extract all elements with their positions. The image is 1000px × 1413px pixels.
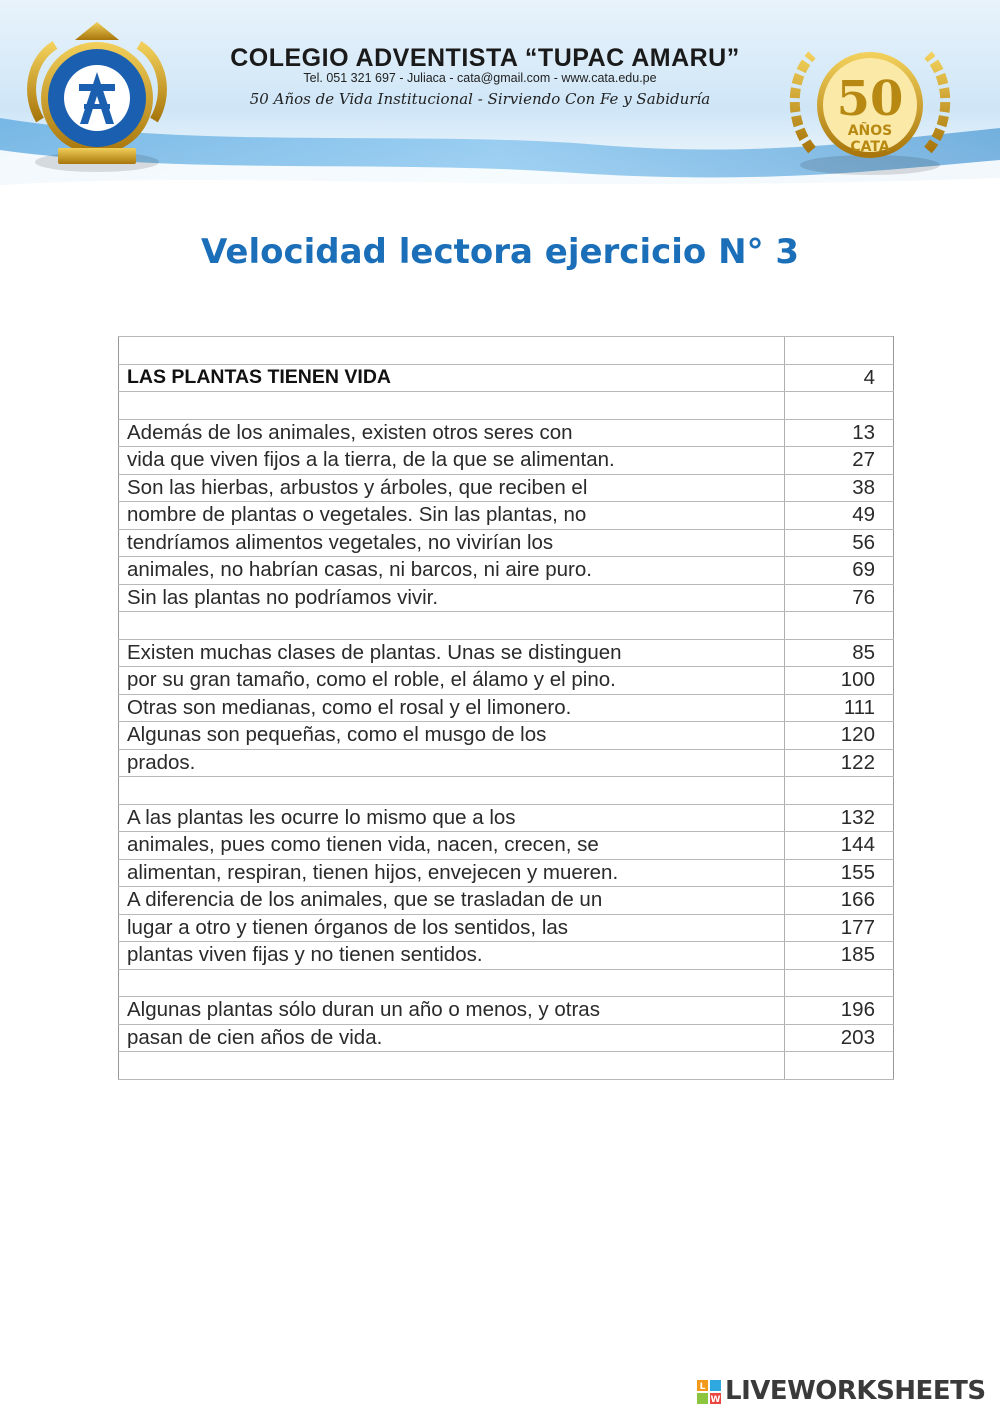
reading-line-text: Además de los animales, existen otros seres con <box>119 419 785 447</box>
word-count-cell: 27 <box>785 447 894 475</box>
reading-line-row <box>119 804 894 832</box>
reading-line-text: plantas viven fijas y no tienen sentidos. <box>119 942 785 970</box>
logo-letter-l: L <box>699 1382 706 1392</box>
reading-line-text <box>119 337 785 365</box>
blank-row <box>119 969 894 997</box>
reading-line-row <box>119 667 894 695</box>
reading-line-text: prados. <box>119 749 785 777</box>
reading-line-text: alimentan, respiran, tienen hijos, envejecen y mueren. <box>119 859 785 887</box>
word-count-cell: 56 <box>785 529 894 557</box>
reading-line-row <box>119 1024 894 1052</box>
reading-line-text: Sin las plantas no podríamos vivir. <box>119 584 785 612</box>
blank-row <box>119 612 894 640</box>
reading-line-row <box>119 557 894 585</box>
reading-line-row <box>119 749 894 777</box>
word-count-cell <box>785 777 894 805</box>
reading-line-text: Algunas son pequeñas, como el musgo de los <box>119 722 785 750</box>
reading-line-row <box>119 474 894 502</box>
reading-line-text: vida que viven fijos a la tierra, de la que se alimentan. <box>119 447 785 475</box>
reading-table <box>118 336 894 1080</box>
word-count-cell <box>785 392 894 420</box>
reading-heading-row <box>119 364 894 392</box>
header-banner <box>0 0 1000 200</box>
word-count-cell: 76 <box>785 584 894 612</box>
reading-line-text <box>119 392 785 420</box>
blank-row <box>119 337 894 365</box>
word-count-cell: 196 <box>785 997 894 1025</box>
reading-line-text <box>119 1052 785 1080</box>
reading-line-text: pasan de cien años de vida. <box>119 1024 785 1052</box>
reading-line-text <box>119 777 785 805</box>
reading-heading-text: LAS PLANTAS TIENEN VIDA <box>119 364 785 392</box>
liveworksheets-logo <box>697 1376 997 1410</box>
school-name: COLEGIO ADVENTISTA “TUPAC AMARU” <box>230 44 740 72</box>
reading-line-text <box>119 969 785 997</box>
reading-line-text: Son las hierbas, arbustos y árboles, que reciben el <box>119 474 785 502</box>
word-count-cell <box>785 969 894 997</box>
reading-line-row <box>119 722 894 750</box>
reading-line-row <box>119 529 894 557</box>
reading-line-row <box>119 584 894 612</box>
reading-line-text: Existen muchas clases de plantas. Unas se distinguen <box>119 639 785 667</box>
word-count-cell: 132 <box>785 804 894 832</box>
reading-line-text: nombre de plantas o vegetales. Sin las plantas, no <box>119 502 785 530</box>
reading-line-row <box>119 832 894 860</box>
blank-row <box>119 777 894 805</box>
reading-line-text: animales, pues como tienen vida, nacen, crecen, se <box>119 832 785 860</box>
reading-line-text: A las plantas les ocurre lo mismo que a los <box>119 804 785 832</box>
reading-line-text: Algunas plantas sólo duran un año o menos, y otras <box>119 997 785 1025</box>
school-contact: Tel. 051 321 697 - Juliaca - cata@gmail.com - www.cata.edu.pe <box>303 71 657 85</box>
word-count-cell: 69 <box>785 557 894 585</box>
reading-line-row <box>119 502 894 530</box>
reading-line-row <box>119 694 894 722</box>
word-count-cell: 155 <box>785 859 894 887</box>
reading-line-text: por su gran tamaño, como el roble, el álamo y el pino. <box>119 667 785 695</box>
word-count-cell: 185 <box>785 942 894 970</box>
reading-table-body <box>119 337 894 1080</box>
word-count-cell: 120 <box>785 722 894 750</box>
word-count-cell <box>785 612 894 640</box>
blank-row <box>119 1052 894 1080</box>
reading-line-text: lugar a otro y tienen órganos de los sentidos, las <box>119 914 785 942</box>
reading-line-text: animales, no habrían casas, ni barcos, ni aire puro. <box>119 557 785 585</box>
reading-line-row <box>119 887 894 915</box>
word-count-cell: 122 <box>785 749 894 777</box>
badge-line2: CATA <box>850 139 890 155</box>
school-tagline: 50 Años de Vida Institucional - Sirviendo Con Fe y Sabiduría <box>249 90 711 108</box>
badge-line1: AÑOS <box>847 123 893 139</box>
reading-line-row <box>119 447 894 475</box>
word-count-cell <box>785 337 894 365</box>
word-count-cell: 38 <box>785 474 894 502</box>
reading-line-row <box>119 639 894 667</box>
reading-line-text <box>119 612 785 640</box>
reading-line-text: A diferencia de los animales, que se trasladan de un <box>119 887 785 915</box>
word-count-cell <box>785 1052 894 1080</box>
liveworksheets-logo-icon <box>697 1380 721 1404</box>
word-count-cell: 166 <box>785 887 894 915</box>
page-title: Velocidad lectora ejercicio N° 3 <box>200 232 800 272</box>
word-count-cell: 177 <box>785 914 894 942</box>
word-count-cell: 49 <box>785 502 894 530</box>
liveworksheets-brand-text: LIVEWORKSHEETS <box>725 1376 986 1406</box>
word-count-cell: 111 <box>785 694 894 722</box>
reading-line-row <box>119 914 894 942</box>
reading-line-row <box>119 419 894 447</box>
badge-number: 50 <box>836 71 904 127</box>
reading-line-text: tendríamos alimentos vegetales, no vivirían los <box>119 529 785 557</box>
word-count-cell: 203 <box>785 1024 894 1052</box>
word-count-cell: 4 <box>785 364 894 392</box>
reading-line-text: Otras son medianas, como el rosal y el limonero. <box>119 694 785 722</box>
word-count-cell: 13 <box>785 419 894 447</box>
reading-line-row <box>119 942 894 970</box>
word-count-cell: 144 <box>785 832 894 860</box>
reading-line-row <box>119 997 894 1025</box>
blank-row <box>119 392 894 420</box>
word-count-cell: 100 <box>785 667 894 695</box>
reading-line-row <box>119 859 894 887</box>
word-count-cell: 85 <box>785 639 894 667</box>
logo-letter-w: W <box>710 1395 721 1404</box>
